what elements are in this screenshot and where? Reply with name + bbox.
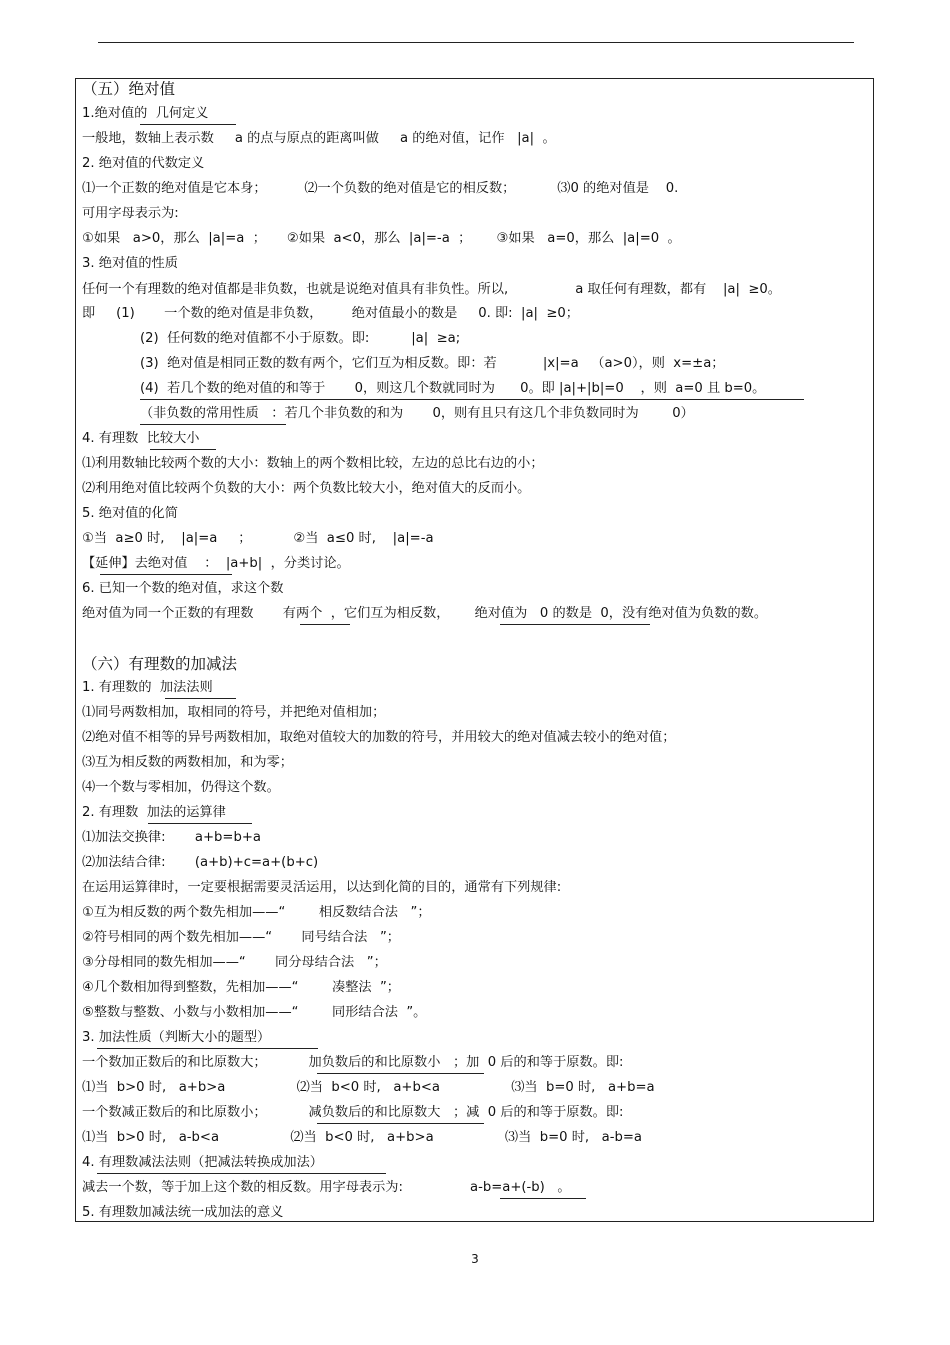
text-line: 6. 已知一个数的绝对值，求这个数: [82, 581, 284, 596]
text-line: 一个数减正数后的和比原数小； 减负数后的和比原数大 ；减 0 后的和等于原数。即:: [82, 1105, 624, 1120]
text-line: 1. 有理数的 加法法则: [82, 680, 222, 695]
text-line: 4. 有理数减法法则（把减法转换成加法）: [82, 1155, 353, 1170]
text-line: 5. 有理数加减法统一成加法的意义: [82, 1205, 284, 1220]
underline-rule: [97, 1048, 318, 1049]
underline-rule: [317, 1123, 484, 1124]
text-line: 即 (1) 一个数的绝对值是非负数， 绝对值最小的数是 0. 即: |a| ≥0；: [82, 306, 579, 321]
text-line: 在运用运算律时，一定要根据需要灵活运用，以达到化简的目的，通常有下列规律:: [82, 880, 562, 895]
text-line: 一个数加正数后的和比原数大； 加负数后的和比原数小 ；加 0 后的和等于原数。即:: [82, 1055, 624, 1070]
text-line: ⑵加法结合律: (a+b)+c=a+(b+c): [82, 855, 319, 870]
text-line: 任何一个有理数的绝对值都是非负数，也就是说绝对值具有非负性。所以, a 取任何有理数，都有 |a| ≥0。: [82, 282, 781, 297]
text-line: (4) 若几个数的绝对值的和等于 0，则这几个数就同时为 0。即 |a|+|b|=0 ，则 a=0 且 b=0。: [140, 381, 766, 396]
text-line: 可用字母表示为:: [82, 206, 179, 221]
underline-rule: [148, 823, 252, 824]
text-line: 【延伸】去绝对值 ： |a+b| ，分类讨论。: [82, 556, 350, 571]
text-line: 绝对值为同一个正数的有理数 有两个 ，它们互为相反数， 绝对值为 0 的数是 0，没有绝对值为负数的数。: [82, 606, 768, 621]
underline-rule: [165, 698, 236, 699]
text-line: 一般地，数轴上表示数 a 的点与原点的距离叫做 a 的绝对值，记作 |a| 。: [82, 131, 556, 146]
underline-rule: [97, 1173, 386, 1174]
underline-rule: [300, 624, 350, 625]
text-line: ③分母相同的数先相加——“ 同分母结合法 ”；: [82, 955, 387, 970]
text-line: 4. 有理数 比较大小: [82, 431, 208, 446]
underline-rule: [140, 399, 804, 400]
underline-rule: [500, 624, 650, 625]
text-line: ⑵利用绝对值比较两个负数的大小：两个负数比较大小，绝对值大的反而小。: [82, 481, 531, 496]
underline-rule: [140, 124, 236, 125]
section-heading: （六）有理数的加减法: [82, 655, 238, 673]
text-line: ⑴利用数轴比较两个数的大小：数轴上的两个数相比较，左边的总比右边的小；: [82, 456, 544, 471]
text-line: ⑵绝对值不相等的异号两数相加，取绝对值较大的加数的符号，并用较大的绝对值减去较小的绝对值；: [82, 730, 676, 745]
page-number: 3: [471, 1252, 479, 1266]
text-line: 减去一个数，等于加上这个数的相反数。用字母表示为: a-b=a+(-b) 。: [82, 1180, 571, 1195]
text-line: ①当 a≥0 时, |a|=a ； ②当 a≤0 时, |a|=-a: [82, 531, 434, 546]
text-line: ⑴同号两数相加，取相同的符号，并把绝对值相加；: [82, 705, 386, 720]
text-line: ⑴当 b>0 时, a-b<a ⑵当 b<0 时, a+b>a ⑶当 b=0 时, a-b=a: [82, 1130, 642, 1145]
underline-rule: [317, 1073, 484, 1074]
text-line: ⑶互为相反数的两数相加，和为零；: [82, 755, 293, 770]
text-line: (3) 绝对值是相同正数的数有两个，它们互为相反数。即：若 |x|=a （a>0），则 x=±a；: [140, 356, 725, 371]
text-line: 5. 绝对值的化简: [82, 506, 178, 521]
text-line: ⑴当 b>0 时, a+b>a ⑵当 b<0 时, a+b<a ⑶当 b=0 时, a+b=a: [82, 1080, 655, 1095]
section-heading: （五）绝对值: [82, 80, 176, 98]
text-line: 1.绝对值的 几何定义: [82, 106, 222, 121]
text-line: ②符号相同的两个数先相加——“ 同号结合法 ”；: [82, 930, 400, 945]
text-line: 2. 绝对值的代数定义: [82, 156, 205, 171]
content-frame: [75, 78, 874, 1222]
text-line: ⑴一个正数的绝对值是它本身； ⑵一个负数的绝对值是它的相反数； ⑶0 的绝对值是 0.: [82, 181, 679, 196]
underline-rule: [150, 449, 216, 450]
underline-rule: [140, 424, 286, 425]
text-line: ⑴加法交换律: a+b=b+a: [82, 830, 261, 845]
text-line: ①如果 a>0，那么 |a|=a ； ②如果 a<0，那么 |a|=-a ； ③如果 a=0，那么 |a|=0 。: [82, 231, 681, 246]
text-line: (2) 任何数的绝对值都不小于原数。即: |a| ≥a;: [140, 331, 461, 346]
text-line: ⑤整数与整数、小数与小数相加——“ 同形结合法 ”。: [82, 1005, 427, 1020]
text-line: ④几个数相加得到整数，先相加——“ 凑整法 ”；: [82, 980, 400, 995]
text-line: 3. 绝对值的性质: [82, 256, 178, 271]
text-line: 3. 加法性质（判断大小的题型）: [82, 1030, 300, 1045]
header-rule: [98, 42, 854, 43]
underline-rule: [100, 574, 232, 575]
text-line: ⑷一个数与零相加，仍得这个数。: [82, 780, 280, 795]
text-line: ①互为相反数的两个数先相加——“ 相反数结合法 ”；: [82, 905, 431, 920]
text-line: （非负数的常用性质 ：若几个非负数的和为 0，则有且只有这几个非负数同时为 0）: [140, 406, 694, 421]
text-line: 2. 有理数 加法的运算律: [82, 805, 235, 820]
underline-rule: [500, 1198, 586, 1199]
